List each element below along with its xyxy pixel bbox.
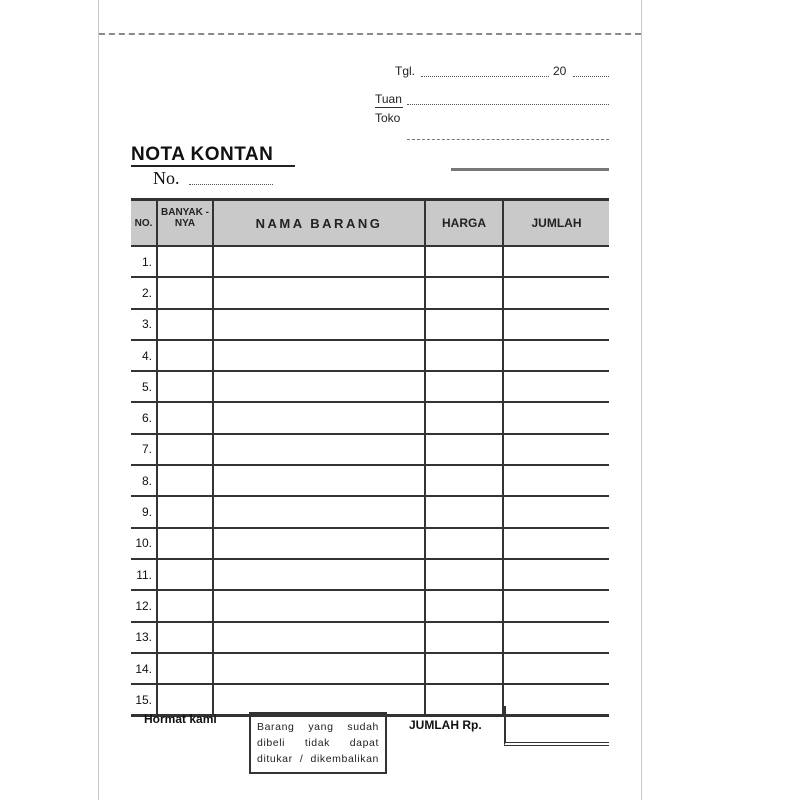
row-number: 12. — [131, 590, 157, 621]
price-cell — [425, 309, 503, 340]
quantity-cell — [157, 559, 213, 590]
item-name-cell — [213, 528, 425, 559]
item-name-cell — [213, 434, 425, 465]
notice-line: dibeli tidak dapat — [257, 737, 379, 749]
row-number: 10. — [131, 528, 157, 559]
table-row — [131, 340, 609, 371]
row-number: 14. — [131, 653, 157, 684]
table-row — [131, 465, 609, 496]
year-line — [573, 76, 609, 77]
total-label: JUMLAH Rp. — [409, 718, 482, 732]
table-header-row — [131, 200, 609, 247]
price-cell — [425, 559, 503, 590]
table-row — [131, 434, 609, 465]
row-number: 13. — [131, 622, 157, 653]
item-name-cell — [213, 465, 425, 496]
price-cell — [425, 465, 503, 496]
items-table — [131, 198, 609, 717]
item-name-cell — [213, 653, 425, 684]
item-name-cell — [213, 340, 425, 371]
price-cell — [425, 622, 503, 653]
row-number: 2. — [131, 277, 157, 308]
price-cell — [425, 434, 503, 465]
amount-cell — [503, 371, 609, 402]
perforation-line — [99, 33, 641, 35]
amount-cell — [503, 277, 609, 308]
table-row — [131, 559, 609, 590]
row-number: 5. — [131, 371, 157, 402]
column-header-no: NO. — [131, 200, 157, 247]
table-row — [131, 653, 609, 684]
return-policy-notice — [249, 712, 387, 774]
table-row — [131, 402, 609, 433]
price-cell — [425, 402, 503, 433]
amount-cell — [503, 434, 609, 465]
row-number: 11. — [131, 559, 157, 590]
row-number: 15. — [131, 684, 157, 716]
quantity-cell — [157, 309, 213, 340]
row-number: 8. — [131, 465, 157, 496]
column-header-harga: HARGA — [425, 200, 503, 247]
date-line — [421, 76, 549, 77]
receipt-sheet — [98, 0, 642, 800]
price-cell — [425, 371, 503, 402]
quantity-cell — [157, 340, 213, 371]
price-cell — [425, 277, 503, 308]
toko-line — [407, 139, 609, 140]
quantity-cell — [157, 465, 213, 496]
document-title: NOTA KONTAN — [131, 144, 274, 165]
price-cell — [425, 246, 503, 277]
quantity-cell — [157, 496, 213, 527]
amount-cell — [503, 528, 609, 559]
item-name-cell — [213, 309, 425, 340]
amount-cell — [503, 465, 609, 496]
row-number: 3. — [131, 309, 157, 340]
quantity-cell — [157, 528, 213, 559]
price-cell — [425, 653, 503, 684]
title-underline — [131, 165, 295, 167]
price-cell — [425, 590, 503, 621]
row-number: 6. — [131, 402, 157, 433]
amount-cell — [503, 246, 609, 277]
table-row — [131, 371, 609, 402]
price-cell — [425, 496, 503, 527]
table-row — [131, 496, 609, 527]
amount-cell — [503, 590, 609, 621]
toko-label: Toko — [375, 111, 401, 125]
price-cell — [425, 684, 503, 716]
item-name-cell — [213, 496, 425, 527]
item-name-cell — [213, 559, 425, 590]
quantity-cell — [157, 402, 213, 433]
item-name-cell — [213, 371, 425, 402]
year-prefix: 20 — [553, 64, 567, 78]
quantity-cell — [157, 246, 213, 277]
table-row — [131, 246, 609, 277]
greeting-text: Hormat kami — [144, 712, 217, 726]
notice-line: Barang yang sudah — [257, 721, 379, 733]
item-name-cell — [213, 277, 425, 308]
table-row — [131, 309, 609, 340]
number-line — [189, 184, 273, 185]
tuan-label: Tuan — [375, 92, 402, 106]
date-label: Tgl. — [395, 64, 416, 78]
item-name-cell — [213, 246, 425, 277]
price-cell — [425, 340, 503, 371]
number-label: No. — [153, 168, 180, 188]
quantity-cell — [157, 371, 213, 402]
row-number: 1. — [131, 246, 157, 277]
quantity-cell — [157, 590, 213, 621]
amount-cell — [503, 622, 609, 653]
row-number: 9. — [131, 496, 157, 527]
price-cell — [425, 528, 503, 559]
table-row — [131, 528, 609, 559]
quantity-cell — [157, 653, 213, 684]
item-name-cell — [213, 402, 425, 433]
row-number: 4. — [131, 340, 157, 371]
quantity-cell — [157, 622, 213, 653]
item-name-cell — [213, 622, 425, 653]
amount-cell — [503, 309, 609, 340]
total-amount-field — [504, 706, 609, 746]
amount-cell — [503, 559, 609, 590]
table-row — [131, 622, 609, 653]
tuan-line — [407, 104, 609, 105]
item-name-cell — [213, 590, 425, 621]
table-row — [131, 590, 609, 621]
column-header-nama-barang: NAMA BARANG — [213, 200, 425, 247]
row-number: 7. — [131, 434, 157, 465]
column-header-jumlah: JUMLAH — [503, 200, 609, 247]
column-header-banyaknya-text: BANYAK -NYA — [161, 207, 209, 229]
quantity-cell — [157, 277, 213, 308]
table-row — [131, 277, 609, 308]
tuan-toko-divider — [375, 107, 403, 108]
quantity-cell — [157, 434, 213, 465]
amount-cell — [503, 340, 609, 371]
column-header-banyaknya — [157, 200, 213, 247]
header-rule — [451, 168, 609, 171]
amount-cell — [503, 402, 609, 433]
amount-cell — [503, 496, 609, 527]
amount-cell — [503, 653, 609, 684]
notice-line: ditukar / dikembalikan — [257, 753, 379, 765]
